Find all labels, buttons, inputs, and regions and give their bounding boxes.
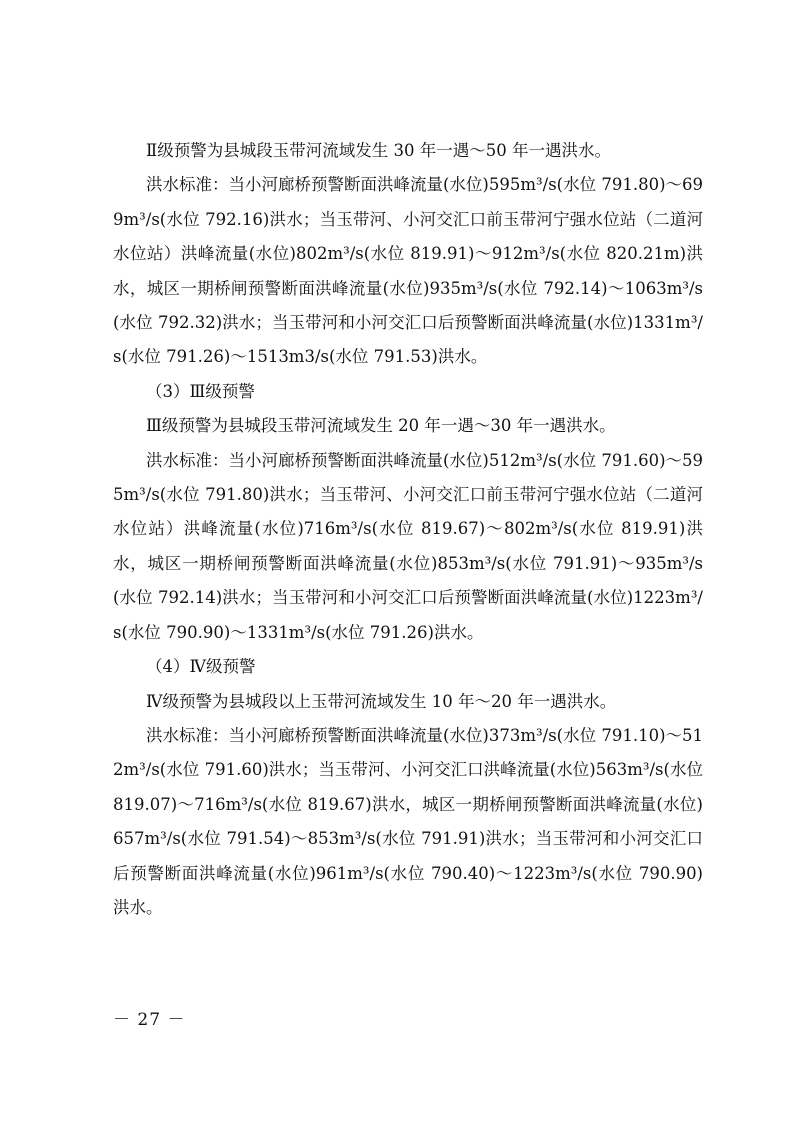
page-number: － 27 － — [113, 1010, 186, 1030]
paragraph-level3-definition: Ⅲ级预警为县城段玉带河流域发生 20 年一遇～30 年一遇洪水。 — [146, 416, 616, 436]
paragraph-level4-flood-standard: 洪水标准：当小河廊桥预警断面洪峰流量(水位)373m³/s(水位 791.10)～512m³/s(水位 791.60)洪水；当玉带河、小河交汇口洪峰流量(水位)563m³/s(水位 819.07)～716m³/s(水位 819.67)洪水，城区一期桥闸预警断面洪峰流量(水位)657m³/s(水位 791.54)～853m³/s(水位 791.91)洪水；当玉带河和小河交汇口后预警断面洪峰流量(水位)961m³/s(水位 790.40)～1223m³/s(水位 790.90)洪水。 — [113, 725, 704, 917]
paragraph-level4-definition: Ⅳ级预警为县城段以上玉带河流域发生 10 年～20 年一遇洪水。 — [146, 691, 617, 711]
heading-level3-warning: （3）Ⅲ级预警 — [146, 381, 255, 401]
paragraph-level3-flood-standard: 洪水标准：当小河廊桥预警断面洪峰流量(水位)512m³/s(水位 791.60)～595m³/s(水位 791.80)洪水；当玉带河、小河交汇口前玉带河宁强水位站（二道河水位站）洪峰流量(水位)716m³/s(水位 819.67)～802m³/s(水位 819.91)洪水，城区一期桥闸预警断面洪峰流量(水位)853m³/s(水位 791.91)～935m³/s(水位 792.14)洪水；当玉带河和小河交汇口后预警断面洪峰流量(水位)1223m³/s(水位 790.90)～1331m³/s(水位 791.26)洪水。 — [113, 450, 704, 642]
paragraph-level2-flood-standard: 洪水标准：当小河廊桥预警断面洪峰流量(水位)595m³/s(水位 791.80)～699m³/s(水位 792.16)洪水；当玉带河、小河交汇口前玉带河宁强水位站（二道河水位站）洪峰流量(水位)802m³/s(水位 819.91)～912m³/s(水位 820.21m)洪水，城区一期桥闸预警断面洪峰流量(水位)935m³/s(水位 792.14)～1063m³/s(水位 792.32)洪水；当玉带河和小河交汇口后预警断面洪峰流量(水位)1331m³/s(水位 791.26)～1513m3/s(水位 791.53)洪水。 — [113, 175, 704, 367]
paragraph-level2-definition: Ⅱ级预警为县城段玉带河流域发生 30 年一遇～50 年一遇洪水。 — [146, 141, 611, 160]
body-text — [113, 134, 703, 925]
heading-level4-warning: （4）Ⅳ级预警 — [146, 657, 256, 677]
